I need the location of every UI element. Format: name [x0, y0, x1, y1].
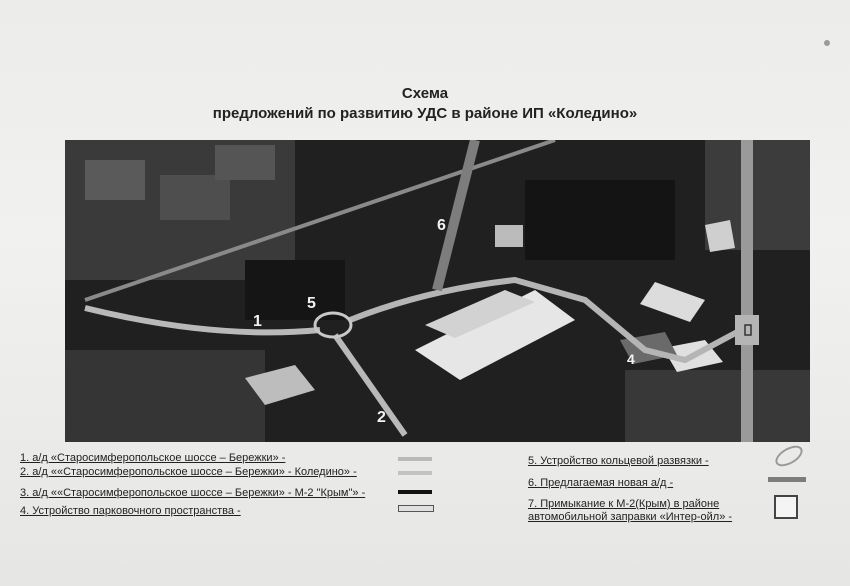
legend-swatch-3: [398, 490, 432, 494]
legend-swatch-2: [398, 471, 432, 475]
highway-m2: [741, 140, 753, 442]
map-label-6: 6: [437, 217, 446, 234]
village-southwest: [65, 350, 265, 442]
legend-item-4: 4. Устройство парковочного пространства -: [20, 505, 241, 517]
building-north: [495, 225, 523, 247]
map-label-1: 1: [253, 313, 262, 330]
legend-item-3: 3. а/д ««Старосимферопольское шоссе – Бережки» - М-2 "Крым"» -: [20, 487, 366, 499]
map-drawing: [65, 140, 810, 442]
legend-swatch-7-square-icon: [774, 495, 798, 519]
building-northeast: [705, 220, 735, 252]
legend-item-7-line-2: автомобильной заправки «Интер-ойл» -: [528, 511, 733, 523]
urban-block: [215, 145, 275, 180]
map-label-4: 4: [627, 351, 635, 367]
legend-item-5: 5. Устройство кольцевой развязки -: [528, 455, 709, 467]
urban-block: [85, 160, 145, 200]
title-line-2: предложений по развитию УДС в районе ИП «Коледино»: [212, 105, 638, 122]
legend-item-7-line-1: 7. Примыкание к М-2(Крым) в районе: [528, 498, 720, 510]
page-title: [0, 84, 850, 124]
village-southeast: [625, 370, 810, 442]
legend-swatch-1: [398, 457, 432, 461]
forest-patch: [525, 180, 675, 260]
legend-swatch-4: [398, 505, 434, 512]
map-label-5: 5: [307, 295, 316, 312]
legend-item-1: 1. а/д «Старосимферопольское шоссе – Бережки» -: [20, 452, 286, 464]
satellite-map: [65, 140, 810, 442]
forest-patch: [245, 260, 345, 320]
urban-block: [160, 175, 230, 220]
legend-item-6: 6. Предлагаемая новая а/д -: [528, 477, 674, 489]
punch-mark: [824, 40, 830, 46]
map-label-2: 2: [377, 409, 386, 426]
legend-swatch-6: [768, 477, 806, 482]
title-line-1: Схема: [401, 85, 449, 102]
legend-item-2: 2. а/д ««Старосимферопольское шоссе – Бережки» - Коледино» -: [20, 466, 357, 478]
